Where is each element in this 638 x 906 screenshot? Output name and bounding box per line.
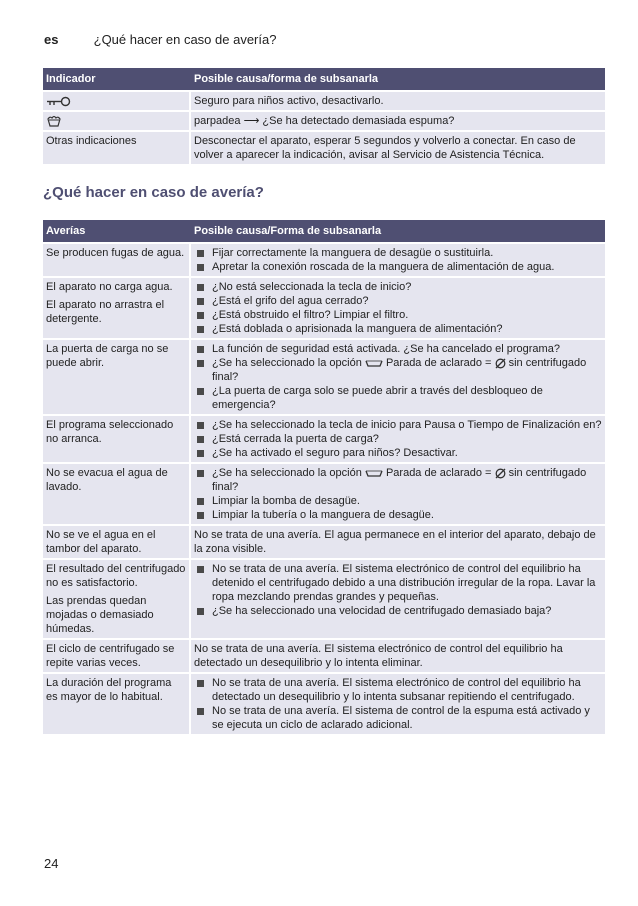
indicator-table <box>43 66 605 166</box>
table-row <box>43 416 605 462</box>
cause-text: Seguro para niños activo, desactivarlo. <box>191 92 605 110</box>
fault-cell: La puerta de carga no se puede abrir. <box>43 340 191 414</box>
table-row <box>43 526 605 558</box>
column-header: Averías <box>43 220 191 242</box>
table-row <box>43 278 605 338</box>
table-row <box>43 112 605 130</box>
fault-cell: El ciclo de centrifugado se repite varias veces. <box>43 640 191 672</box>
table-row <box>43 640 605 672</box>
table-row <box>43 92 605 110</box>
list-item: No se trata de una avería. El sistema electrónico de control del equilibrio ha detectado un desequilibrio y lo intenta subsanar repitiendo el centrifugado. <box>194 676 602 704</box>
table-row <box>43 464 605 524</box>
column-header: Posible causa/forma de subsanarla <box>191 68 605 90</box>
list-item: ¿Se ha seleccionado la opción Parada de aclarado = sin centrifugado final? <box>194 356 602 384</box>
list-item: La función de seguridad está activada. ¿Se ha cancelado el programa? <box>194 342 602 356</box>
table-row <box>43 132 605 164</box>
list-item: ¿La puerta de carga solo se puede abrir a través del desbloqueo de emergencia? <box>194 384 602 412</box>
list-item: No se trata de una avería. El sistema de control de la espuma está activado y se ejecuta un ciclo de aclarado adicional. <box>194 704 602 732</box>
section-title: ¿Qué hacer en caso de avería? <box>43 184 264 201</box>
fault-cell: El resultado del centrifugado no es satisfactorio. Las prendas quedan mojadas o demasiado húmedas. <box>43 560 191 638</box>
cause-cell <box>191 416 605 462</box>
table-row <box>43 674 605 734</box>
column-header: Indicador <box>43 68 191 90</box>
fault-cell: No se evacua el agua de lavado. <box>43 464 191 524</box>
page-header <box>44 32 276 47</box>
list-item: ¿Está el grifo del agua cerrado? <box>194 294 602 308</box>
indicator-label: Otras indicaciones <box>43 132 191 164</box>
fault-cell: No se ve el agua en el tambor del aparato. <box>43 526 191 558</box>
list-item: ¿Está cerrada la puerta de carga? <box>194 432 602 446</box>
list-item: ¿Se ha seleccionado la tecla de inicio para Pausa o Tiempo de Finalización en? <box>194 418 602 432</box>
column-header: Posible causa/Forma de subsanarla <box>191 220 605 242</box>
page-number: 24 <box>44 856 59 871</box>
fault-cell: La duración del programa es mayor de lo habitual. <box>43 674 191 734</box>
list-item: ¿Se ha activado el seguro para niños? Desactivar. <box>194 446 602 460</box>
list-item: No se trata de una avería. El sistema electrónico de control del equilibrio ha detenido el centrifugado debido a una distribución irregular de la ropa. Lavar la ropa mezclando prendas grandes y pequeñas. <box>194 562 602 604</box>
cause-cell <box>191 560 605 638</box>
cause-text: parpadea ⟶ ¿Se ha detectado demasiada espuma? <box>191 112 605 130</box>
table-row <box>43 340 605 414</box>
rinse-hold-icon <box>365 358 383 368</box>
fault-cell: Se producen fugas de agua. <box>43 244 191 276</box>
faults-table <box>43 218 605 736</box>
language-code: es <box>44 32 59 47</box>
cause-cell <box>191 340 605 414</box>
fault-cell: El aparato no carga agua. El aparato no arrastra el detergente. <box>43 278 191 338</box>
list-item: Limpiar la bomba de desagüe. <box>194 494 602 508</box>
header-title: ¿Qué hacer en caso de avería? <box>93 32 277 47</box>
list-item: Fijar correctamente la manguera de desagüe o sustituirla. <box>194 246 602 260</box>
no-spin-icon <box>495 468 506 479</box>
list-item: Limpiar la tubería o la manguera de desagüe. <box>194 508 602 522</box>
key-icon <box>46 96 72 107</box>
list-item: Apretar la conexión roscada de la manguera de alimentación de agua. <box>194 260 602 274</box>
table-row <box>43 244 605 276</box>
no-spin-icon <box>495 358 506 369</box>
list-item: ¿No está seleccionada la tecla de inicio? <box>194 280 602 294</box>
cause-cell <box>191 674 605 734</box>
table-row <box>43 560 605 638</box>
foam-icon <box>46 115 62 127</box>
cause-text: Desconectar el aparato, esperar 5 segundos y volverlo a conectar. En caso de volver a aparecer la indicación, avisar al Servicio de Asistencia Técnica. <box>191 132 605 164</box>
list-item: ¿Se ha seleccionado una velocidad de centrifugado demasiado baja? <box>194 604 602 618</box>
rinse-hold-icon <box>365 468 383 478</box>
cause-cell: No se trata de una avería. El sistema electrónico de control del equilibrio ha detectado un desequilibrio y lo intenta eliminar. <box>191 640 605 672</box>
list-item: ¿Está doblada o aprisionada la manguera de alimentación? <box>194 322 602 336</box>
cause-cell <box>191 464 605 524</box>
table-header-row <box>43 220 605 242</box>
table-header-row <box>43 68 605 90</box>
list-item: ¿Está obstruido el filtro? Limpiar el filtro. <box>194 308 602 322</box>
list-item: ¿Se ha seleccionado la opción Parada de aclarado = sin centrifugado final? <box>194 466 602 494</box>
fault-cell: El programa seleccionado no arranca. <box>43 416 191 462</box>
cause-cell <box>191 244 605 276</box>
arrow-icon: ⟶ <box>243 115 260 127</box>
cause-cell <box>191 278 605 338</box>
cause-cell: No se trata de una avería. El agua permanece en el interior del aparato, debajo de la zona visible. <box>191 526 605 558</box>
